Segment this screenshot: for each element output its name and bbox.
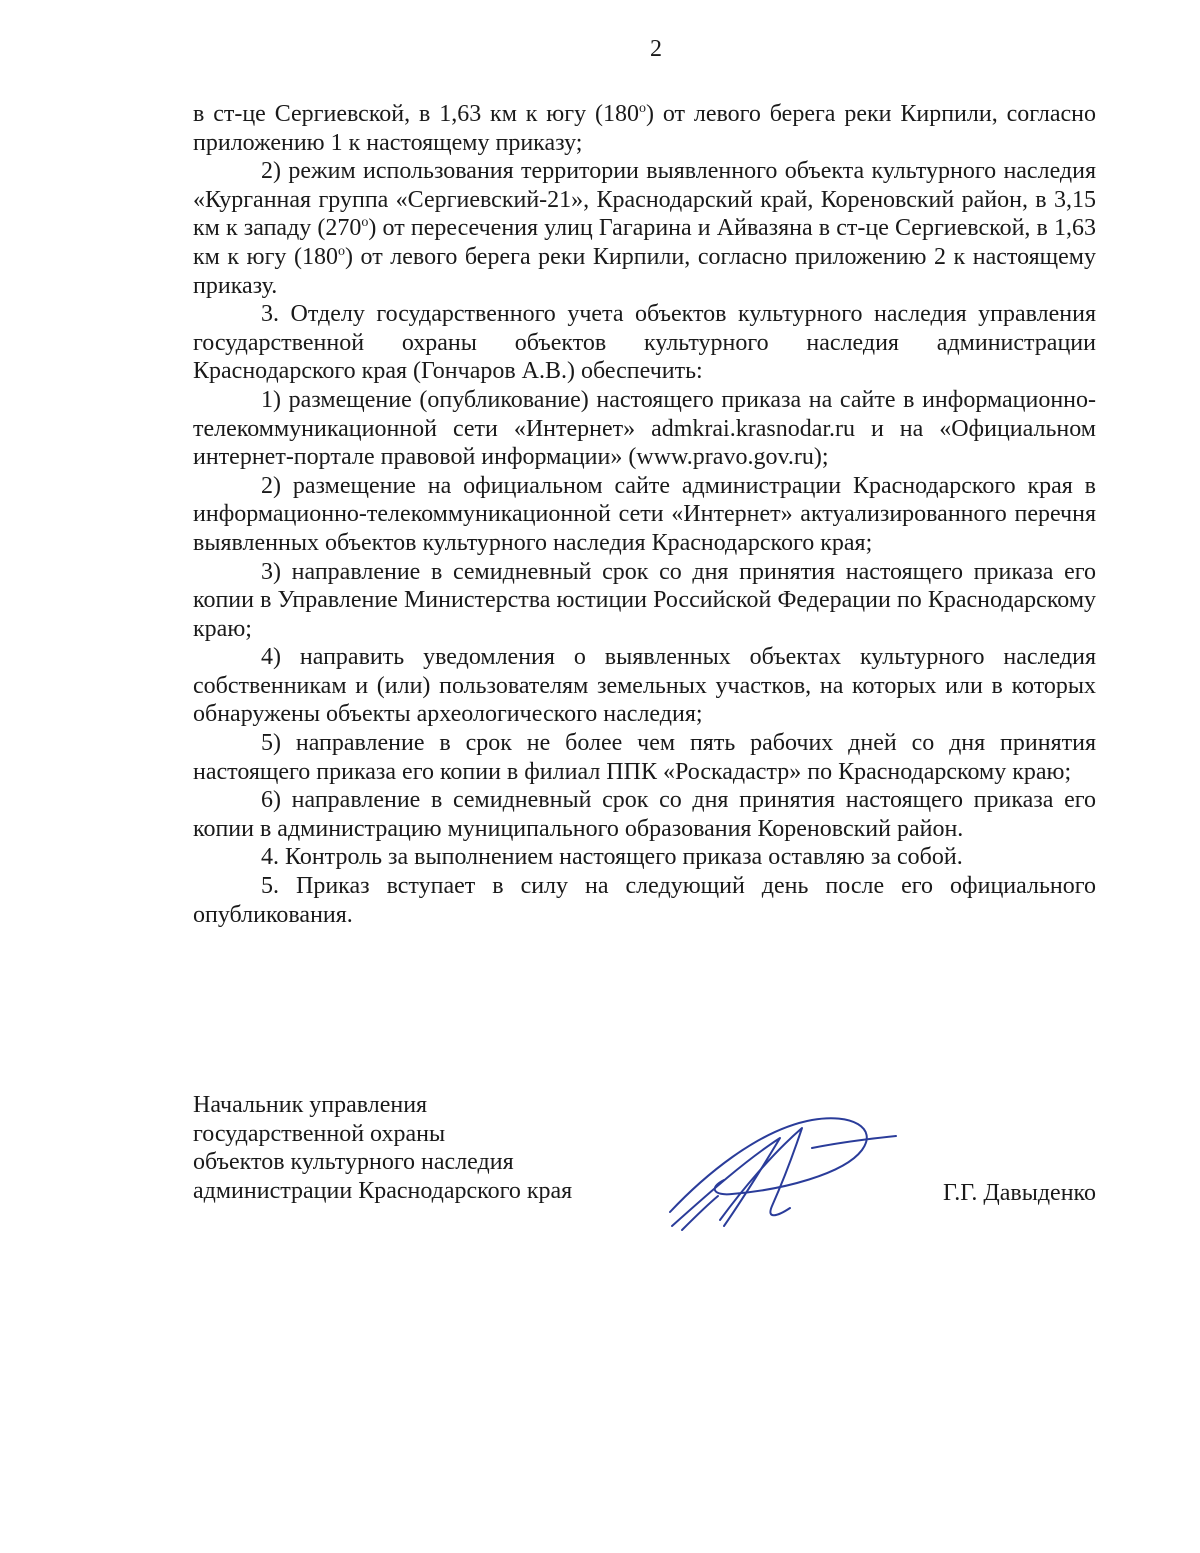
signer-position-line: Начальник управления — [193, 1092, 428, 1118]
paragraph-intro-end — [193, 100, 1096, 157]
paragraph-item-3-4: 4) направить уведомления о выявленных объектах культурного наследия собственникам и (или) пользователям земельных участков, на которых или в которых обнаружены объекты археологического наследия; — [193, 644, 1096, 728]
text-run: 2) режим использования территории выявленного объекта культурного наследия «Курганная группа «Сергиевский-21», Краснодарский край, Кореновский район, в 3,15 км к западу (270 — [193, 158, 1096, 242]
paragraph-item-3-6: 6) направление в семидневный срок со дня принятия настоящего приказа его копии в администрацию муниципального образования Кореновский район. — [193, 787, 1096, 842]
signer-position-line: администрации Краснодарского края — [193, 1178, 573, 1205]
handwritten-signature — [662, 1108, 902, 1238]
signer-position-line: объектов культурного наследия — [193, 1149, 514, 1176]
signer-position — [193, 1091, 572, 1206]
paragraph-item-3-1: 1) размещение (опубликование) настоящего приказа на сайте в информационно-телекоммуникационной сети «Интернет» admkrai.krasnodar.ru и на «Официальном интернет-портале правовой информации» (www.pravo.gov.ru); — [193, 386, 1096, 471]
page-number: 2 — [650, 36, 662, 62]
signer-position-line: государственной охраны — [193, 1120, 446, 1147]
paragraph-item-3-5: 5) направление в срок не более чем пять рабочих дней со дня принятия настоящего приказа его копии в филиал ППК «Роскадастр» по Краснодарскому краю; — [193, 730, 1096, 785]
degree-sign: о — [337, 243, 345, 259]
degree-sign: о — [638, 101, 646, 116]
text-run: ) от левого берега реки Кирпили, согласно приложению 2 к настоящему приказу. — [193, 243, 1096, 299]
signer-name: Г.Г. Давыденко — [943, 1180, 1096, 1206]
paragraph-item-3-2: 2) размещение на официальном сайте администрации Краснодарского края в информационно-телекоммуникационной сети «Интернет» актуализированного перечня выявленных объектов культурного наследия Краснодарского края; — [193, 472, 1096, 556]
paragraph-item-3-3: 3) направление в семидневный срок со дня принятия настоящего приказа его копии в Управление Министерства юстиции Российской Федерации по Краснодарскому краю; — [193, 558, 1096, 642]
order-body — [193, 100, 1096, 929]
paragraph-item-5: 5. Приказ вступает в силу на следующий день после его официального опубликования. — [193, 873, 1096, 928]
degree-sign: о — [361, 215, 369, 231]
paragraph-item-2-2 — [193, 157, 1096, 300]
text-run: в ст-це Сергиевской, в 1,63 км к югу (180 — [193, 101, 639, 127]
text-run: ) от пересечения улиц Гагарина и Айвазяна в ст-це Сергиевской, в 1,63 км к югу (180 — [193, 215, 1096, 270]
paragraph-item-4: 4. Контроль за выполнением настоящего приказа оставляю за собой. — [261, 844, 963, 871]
text-run: ) от левого берега реки Кирпили, согласно приложению 1 к настоящему приказу; — [193, 101, 1096, 156]
paragraph-item-3: 3. Отделу государственного учета объектов культурного наследия управления государственной охраны объектов культурного наследия администрации Краснодарского края (Гончаров А.В.) обеспечить: — [193, 301, 1096, 385]
